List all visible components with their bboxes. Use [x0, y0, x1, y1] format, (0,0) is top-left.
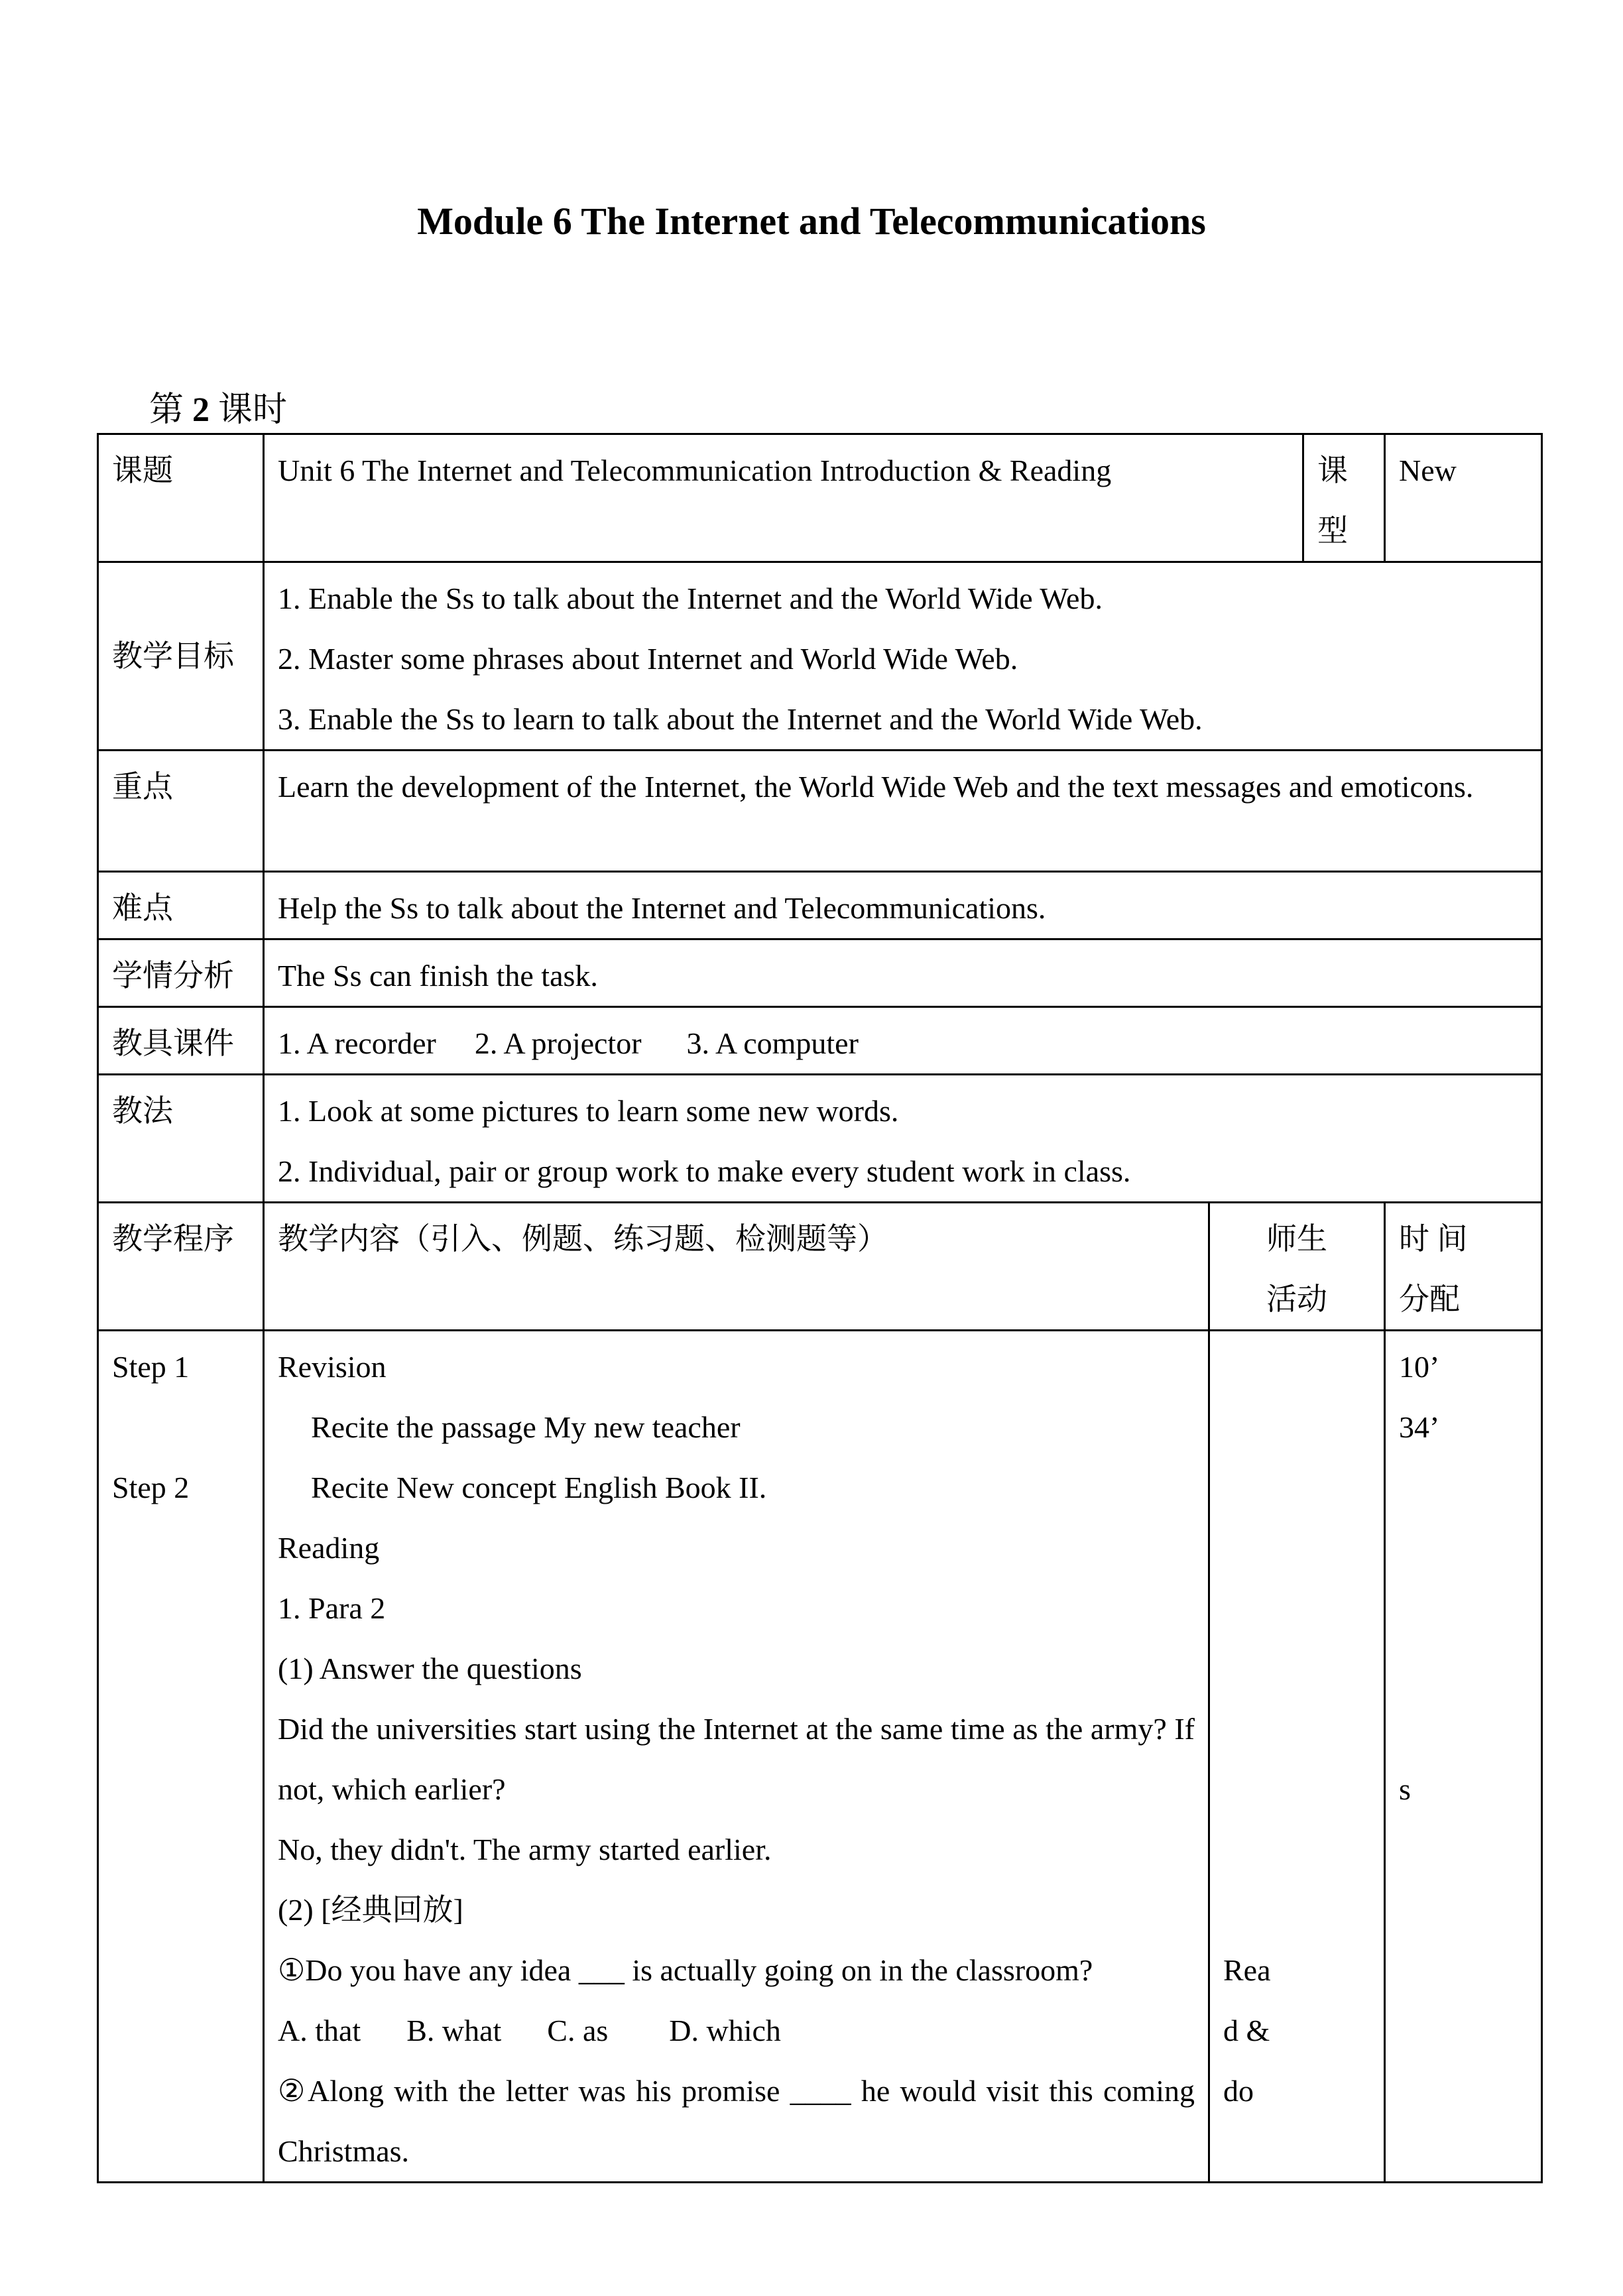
method-item: 2. Individual, pair or group work to make every student work in class.	[278, 1154, 1131, 1188]
row-tools	[98, 1007, 1542, 1075]
classic-review-line: (2) [经典回放]	[278, 1893, 463, 1927]
time-step-2: 34’	[1399, 1410, 1440, 1444]
reading-line: Reading	[278, 1531, 380, 1565]
recite-line-1: Recite the passage My new teacher	[311, 1410, 741, 1444]
time-header: 时 间 分配	[1385, 1203, 1542, 1331]
key-points-label: 重点	[98, 751, 264, 872]
activity-line: do	[1223, 2074, 1254, 2108]
recite-line-2: Recite New concept English Book II.	[311, 1471, 767, 1504]
tool-item: 3. A computer	[686, 1026, 859, 1060]
objective-item: 3. Enable the Ss to learn to talk about the Internet and the World Wide Web.	[278, 702, 1203, 736]
procedure-content-header: 教学内容（引入、例题、练习题、检测题等）	[264, 1203, 1209, 1331]
activity-line: Rea	[1223, 1953, 1271, 1987]
document-title: Module 6 The Internet and Telecommunications	[417, 200, 1206, 243]
time-step-1: 10’	[1399, 1350, 1440, 1384]
answer-line: No, they didn't. The army started earlier.	[278, 1833, 772, 1866]
row-methods	[98, 1075, 1542, 1203]
topic-value: Unit 6 The Internet and Telecommunication Introduction & Reading	[264, 434, 1303, 562]
row-analysis	[98, 939, 1542, 1007]
row-difficulties	[98, 872, 1542, 939]
tools-content	[264, 1007, 1542, 1075]
para2-line: 1. Para 2	[278, 1591, 386, 1625]
row-procedure-header	[98, 1203, 1542, 1331]
row-key-points	[98, 751, 1542, 872]
tool-item: 2. A projector	[474, 1026, 642, 1060]
step-2-label: Step 2	[112, 1471, 190, 1504]
row-objectives	[98, 562, 1542, 751]
key-points-text: Learn the development of the Internet, the World Wide Web and the text messages and emoticons.	[264, 751, 1542, 872]
tool-item: 1. A recorder	[278, 1026, 436, 1060]
type-label: 课型	[1303, 434, 1385, 562]
steps-activity	[1209, 1331, 1385, 2183]
question-line: Did the universities start using the Internet at the same time as the army? If not, which earlier?	[278, 1712, 1195, 1806]
step-1-label: Step 1	[112, 1350, 190, 1384]
steps-label-cell	[98, 1331, 264, 2183]
topic-label: 课题	[98, 434, 264, 562]
difficulties-label: 难点	[98, 872, 264, 939]
exercise-options: A. that B. what C. as D. which	[278, 2014, 781, 2047]
exercise-question-1: ①Do you have any idea ___ is actually going on in the classroom?	[278, 1953, 1093, 1987]
objectives-content	[264, 562, 1542, 751]
steps-content	[264, 1331, 1209, 2183]
exercise-question-2: ②Along with the letter was his promise ____ he would visit this coming Christmas.	[278, 2074, 1195, 2168]
answer-questions-line: (1) Answer the questions	[278, 1652, 582, 1685]
method-item: 1. Look at some pictures to learn some new words.	[278, 1094, 899, 1128]
methods-content	[264, 1075, 1542, 1203]
difficulties-text: Help the Ss to talk about the Internet and Telecommunications.	[264, 872, 1542, 939]
time-note: s	[1399, 1772, 1411, 1806]
activity-header: 师生 活动	[1209, 1203, 1385, 1331]
revision-line: Revision	[278, 1350, 387, 1384]
objectives-label: 教学目标	[98, 562, 264, 751]
row-topic	[98, 434, 1542, 562]
objective-item: 1. Enable the Ss to talk about the Internet and the World Wide Web.	[278, 581, 1103, 615]
steps-time	[1385, 1331, 1542, 2183]
objective-item: 2. Master some phrases about Internet and World Wide Web.	[278, 642, 1018, 676]
tools-label: 教具课件	[98, 1007, 264, 1075]
activity-line: d &	[1223, 2014, 1270, 2047]
procedure-label: 教学程序	[98, 1203, 264, 1331]
analysis-label: 学情分析	[98, 939, 264, 1007]
row-steps	[98, 1331, 1542, 2183]
type-value: New	[1385, 434, 1542, 562]
lesson-plan-table	[97, 433, 1543, 2183]
lesson-number: 第 2 课时	[149, 391, 288, 429]
methods-label: 教法	[98, 1075, 264, 1203]
analysis-text: The Ss can finish the task.	[264, 939, 1542, 1007]
